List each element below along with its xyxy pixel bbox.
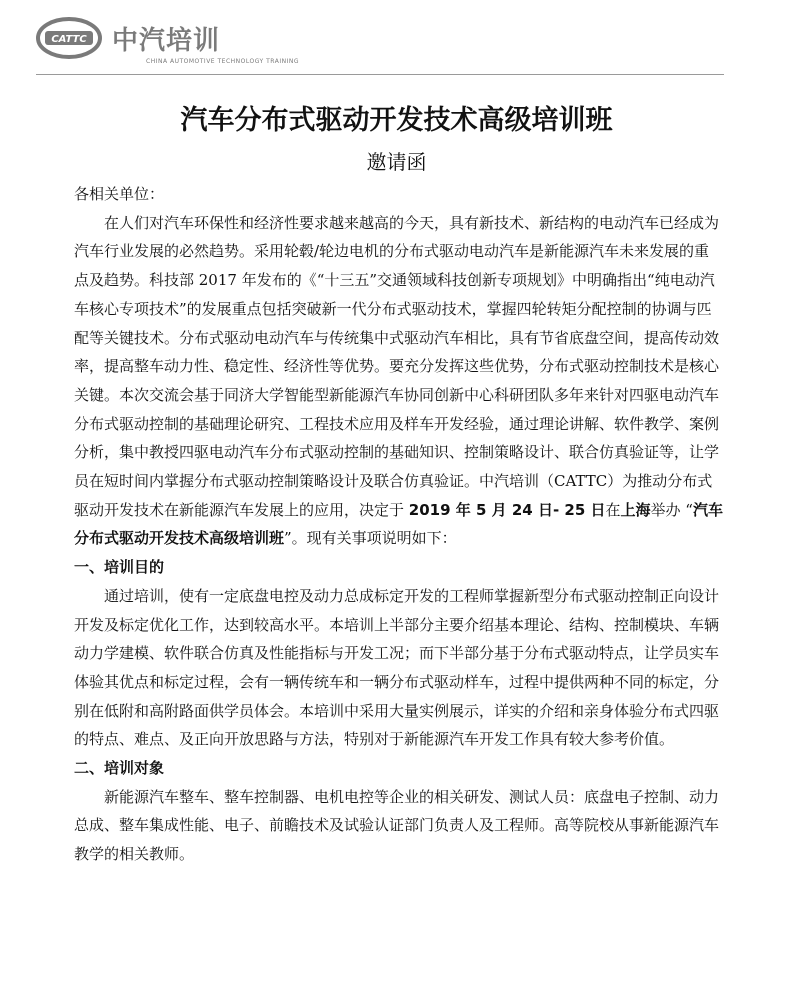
document-subtitle: 邀请函 [366, 150, 427, 174]
section-heading-purpose: 一、培训目的 [74, 558, 165, 577]
event-place: 上海 [620, 500, 651, 519]
logo-mark-text: CATTC [51, 34, 87, 45]
intro-text-before: 在人们对汽车环保性和经济性要求越来越高的今天，具有新技术、新结构的电动汽车已经成为汽车行业发展的必然趋势。采用轮毂/轮边电机的分布式驱动电动汽车是新能源汽车未来发展的重点及趋势。科技部 2017 年发布的《“十三五”交通领域科技创新专项规划》中明确指出“纯电动汽车核心专项技术”的发展重点包括突破新一代分布式驱动技术，掌握四轮转矩分配控制的协调与匹配等关键技术。分布式驱动电动汽车与传统集中式驱动汽车相比，具有节省底盘空间，提高传动效率，提高整车动力性、稳定性、经济性等优势。要充分发挥这些优势，分布式驱动控制技术是核心关键。本次交流会基于同济大学智能型新能源汽车协同创新中心科研团队多年来针对四驱电动汽车分布式驱动控制的基础理论研究、工程技术应用及样车开发经验，通过理论讲解、软件教学、案例分析，集中教授四驱电动汽车分布式驱动控制的基础知识、控制策略设计、联合仿真验证等，让学员在短时间内掌握分布式驱动控制策略设计及联合仿真验证。中汽培训（CATTC）为推动分布式驱动开发技术在新能源汽车发展上的应用，决定于 [74, 213, 720, 519]
document-body [74, 180, 724, 869]
cattc-logo-icon [36, 16, 102, 60]
event-date: 2019 年 5 月 24 日- 25 日 [408, 500, 606, 519]
intro-paragraph [74, 209, 724, 553]
logo-english-text: CHINA AUTOMOTIVE TECHNOLOGY TRAINING [146, 58, 299, 65]
section-body-purpose: 通过培训，使有一定底盘电控及动力总成标定开发的工程师掌握新型分布式驱动控制正向设计开发及标定优化工作，达到较高水平。本培训上半部分主要介绍基本理论、结构、控制模块、车辆动力学建模、软件联合仿真及性能指标与开发工况；而下半部分基于分布式驱动特点，让学员实车体验其优点和标定过程，会有一辆传统车和一辆分布式驱动样车，过程中提供两种不同的标定，分别在低附和高附路面供学员体会。本培训中采用大量实例展示，详实的介绍和亲身体验分布式四驱的特点、难点、及正向开放思路与方法，特别对于新能源汽车开发工作具有较大参考价值。 [74, 586, 720, 749]
section-heading-audience: 二、培训对象 [74, 759, 165, 778]
header-divider [36, 74, 724, 75]
intro-text-mid2: 举办 “ [650, 500, 693, 519]
salutation: 各相关单位： [74, 185, 165, 203]
intro-text-end: ”。现有关事项说明如下： [284, 529, 457, 548]
document-title: 汽车分布式驱动开发技术高级培训班 [180, 105, 613, 136]
logo-chinese-text: 中汽培训 [112, 26, 221, 56]
page-header [36, 12, 726, 70]
course-name: 汽车分布式驱动开发技术高级培训班 [74, 500, 723, 548]
section-body-audience: 新能源汽车整车、整车控制器、电机电控等企业的相关研发、测试人员：底盘电子控制、动力总成、整车集成性能、电子、前瞻技术及试验认证部门负责人及工程师。高等院校从事新能源汽车教学的相关教师。 [74, 787, 720, 864]
intro-text-mid1: 在 [605, 500, 621, 519]
